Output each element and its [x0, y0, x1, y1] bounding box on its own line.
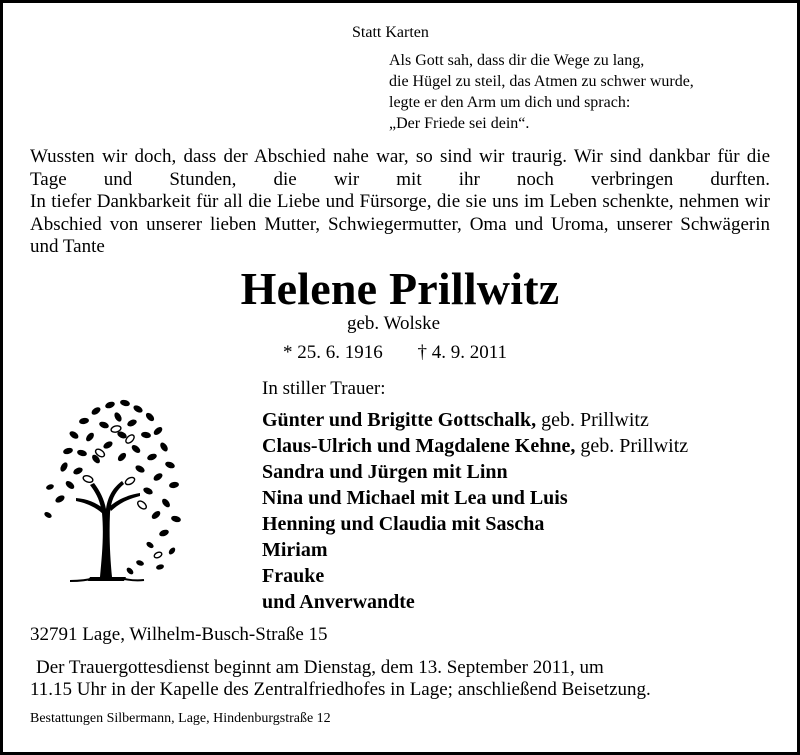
- intro-paragraph: In tiefer Dankbarkeit für all die Liebe und Fürsorge, die sie uns im Leben schenkte, nehmen wir Abschied von unserer lieben Mutter, Schwiegermutter, Oma und Uroma, unserer Schwägerin und Tante: [30, 191, 770, 257]
- maiden-name: geb. Wolske: [347, 313, 441, 334]
- mourner-line: Claus-Ulrich und Magdalene Kehne, geb. Prillwitz: [262, 435, 689, 457]
- statt-karten: Statt Karten: [352, 24, 429, 41]
- poem: [389, 50, 694, 134]
- service-line: Der Trauergottesdienst beginnt am Dienstag, dem 13. September 2011, um: [36, 657, 604, 678]
- poem-line: legte er den Arm um dich und sprach:: [389, 94, 631, 111]
- death-date: † 4. 9. 2011: [417, 342, 508, 363]
- mourner-line: Sandra und Jürgen mit Linn: [262, 461, 508, 483]
- deceased-name: Helene Prillwitz: [240, 263, 560, 314]
- poem-line: Als Gott sah, dass dir die Wege zu lang,: [389, 52, 645, 69]
- mourner-line: Frauke: [262, 565, 325, 587]
- intro-paragraph: Wussten wir doch, dass der Abschied nahe war, so sind wir traurig. Wir sind dankbar für die Tage und Stunden, die wir mit ihr noch verbringen durften.: [30, 146, 770, 190]
- mourner-line: Günter und Brigitte Gottschalk, geb. Prillwitz: [262, 409, 649, 431]
- funeral-home: Bestattungen Silbermann, Lage, Hindenburgstraße 12: [30, 711, 331, 726]
- intro-text: [30, 146, 770, 259]
- mourner-line: Henning und Claudia mit Sascha: [262, 513, 545, 535]
- tree-icon: [30, 395, 190, 585]
- service-info: [30, 657, 651, 701]
- mourners-intro: In stiller Trauer:: [262, 378, 386, 399]
- mourner-line: und Anverwandte: [262, 591, 415, 613]
- mourners-list: [262, 407, 688, 615]
- service-line: 11.15 Uhr in der Kapelle des Zentralfriedhofes in Lage; anschließend Beisetzung.: [30, 679, 651, 700]
- life-dates: [283, 342, 507, 364]
- address: 32791 Lage, Wilhelm-Busch-Straße 15: [30, 624, 328, 645]
- poem-line: „Der Friede sei dein“.: [389, 115, 530, 132]
- mourner-line: Miriam: [262, 539, 328, 561]
- poem-line: die Hügel zu steil, das Atmen zu schwer wurde,: [389, 73, 694, 90]
- birth-date: * 25. 6. 1916: [283, 342, 383, 363]
- mourner-line: Nina und Michael mit Lea und Luis: [262, 487, 568, 509]
